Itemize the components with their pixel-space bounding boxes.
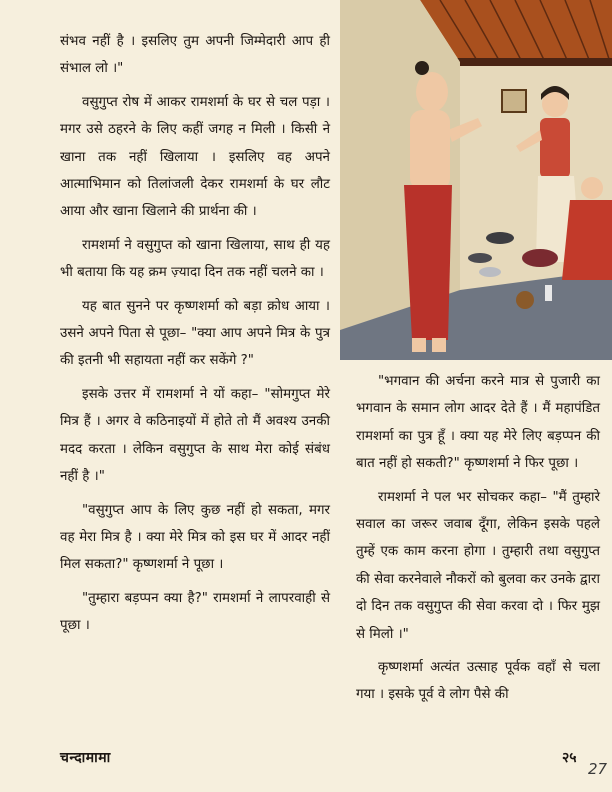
paragraph: संभव नहीं है । इसलिए तुम अपनी जिम्मेदारी आप ही संभाल लो ।" (60, 34, 330, 77)
page-number: २५ (562, 750, 577, 766)
illustration-scene (340, 0, 612, 360)
magazine-title: चन्दामामा (60, 750, 111, 766)
left-text-column (60, 28, 330, 646)
paragraph: रामशर्मा ने वसुगुप्त को खाना खिलाया, साथ ही यह भी बताया कि यह क्रम ज़्यादा दिन तक नहीं चलने का । (60, 237, 330, 281)
paragraph: इसके उत्तर में रामशर्मा ने यों कहा– "सोमगुप्त मेरे मित्र हैं । अगर वे कठिनाइयों में होते तो मैं अवश्य उनकी मदद करता । लेकिन वसुगुप्त के साथ मेरा कोई संबंध नहीं है ।" (60, 386, 330, 485)
paragraph: वसुगुप्त रोष में आकर रामशर्मा के घर से चल पड़ा । मगर उसे ठहरने के लिए कहीं जगह न मिली । किसी ने खाना तक नहीं खिलाया । इसलिए वह अपने आत्माभिमान को तिलांजली देकर रामशर्मा के घर लौट आया और खाना खिलाने की प्रार्थना की । (60, 94, 330, 220)
paragraph: "भगवान की अर्चना करने मात्र से पुजारी का भगवान के समान लोग आदर देते हैं । मैं महापंडित रामशर्मा का पुत्र हूँ । क्या यह मेरे लिए बड़प्पन की बात नहीं हो सकती?" कृष्णशर्मा ने फिर पूछा । (356, 374, 600, 472)
paragraph: यह बात सुनने पर कृष्णशर्मा को बड़ा क्रोध आया । उसने अपने पिता से पूछा– "क्या आप अपने मित्र के पुत्र की इतनी भी सहायता नहीं कर सकेंगे ?" (60, 298, 330, 369)
paragraph: कृष्णशर्मा अत्यंत उत्साह पूर्वक वहाँ से चला गया । इसके पूर्व वे लोग पैसे की (356, 660, 600, 703)
paragraph: "वसुगुप्त आप के लिए कुछ नहीं हो सकता, मगर वह मेरा मित्र है । क्या मेरे मित्र को इस घर में आदर नहीं मिल सकता?" कृष्णशर्मा ने पूछा । (60, 502, 330, 573)
story-illustration (340, 0, 612, 360)
right-text-column (356, 368, 600, 715)
handwritten-page-number: 27 (588, 760, 608, 778)
paragraph: रामशर्मा ने पल भर सोचकर कहा– "मैं तुम्हारे सवाल का जरूर जवाब दूँगा, लेकिन इसके पहले तुम्हें एक काम करना होगा । तुम्हारी तथा वसुगुप्त की सेवा करनेवाले नौकरों को बुलवा कर उनके द्वारा दो दिन तक वसुगुप्त की सेवा करवा दो । फिर मुझ से मिलो ।" (356, 489, 600, 642)
paragraph: "तुम्हारा बड़प्पन क्या है?" रामशर्मा ने लापरवाही से पूछा । (60, 590, 330, 634)
